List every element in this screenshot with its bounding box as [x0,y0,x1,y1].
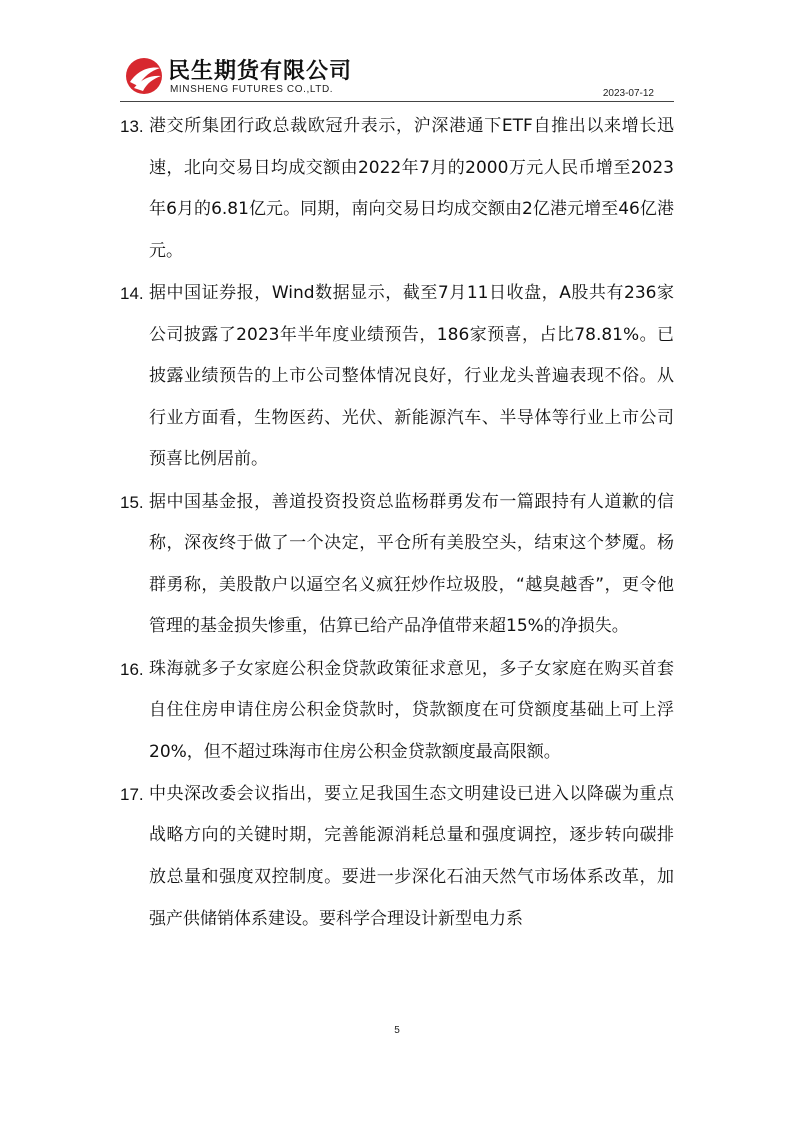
item-text: 珠海就多子女家庭公积金贷款政策征求意见，多子女家庭在购买首套自住住房申请住房公积金贷款时，贷款额度在可贷额度基础上可上浮20%，但不超过珠海市住房公积金贷款额度最高限额。 [149,658,674,762]
item-number: 17. [120,784,144,804]
item-text: 中央深改委会议指出，要立足我国生态文明建设已进入以降碳为重点战略方向的关键时期，完善能源消耗总量和强度调控，逐步转向碳排放总量和强度双控制度。要进一步深化石油天然气市场体系改革，加强产供储销体系建设。要科学合理设计新型电力系 [149,783,674,929]
news-item [120,106,674,272]
item-number: 16. [120,659,144,679]
page-header [120,52,674,102]
report-date: 2023-07-12 [602,88,654,99]
news-item [120,273,674,481]
item-text: 港交所集团行政总裁欧冠升表示，沪深港通下ETF自推出以来增长迅速，北向交易日均成交额由2022年7月的2000万元人民币增至2023年6月的6.81亿元。同期，南向交易日均成交额由2亿港元增至46亿港元。 [149,116,674,261]
item-text: 据中国证券报，Wind数据显示，截至7月11日收盘，A股共有236家公司披露了2023年半年度业绩预告，186家预喜，占比78.81%。已披露业绩预告的上市公司整体情况良好，行业龙头普遍表现不俗。从行业方面看，生物医药、光伏、新能源汽车、半导体等行业上市公司预喜比例居前。 [149,282,674,470]
item-text: 据中国基金报，善道投资投资总监杨群勇发布一篇跟持有人道歉的信称，深夜终于做了一个决定，平仓所有美股空头，结束这个梦魇。杨群勇称，美股散户以逼空名义疯狂炒作垃圾股，“越臭越香”，更令他管理的基金损失惨重，估算已给产品净值带来超15%的净损失。 [149,491,674,637]
minsheng-logo-icon [124,56,164,96]
news-item [120,649,674,774]
header-divider [120,101,674,102]
item-number: 15. [120,492,144,512]
item-number: 13. [120,117,144,136]
page-number: 5 [394,1025,400,1036]
item-number: 14. [120,283,144,303]
company-name-cn: 民生期货有限公司 [168,59,353,84]
news-item [120,482,674,648]
news-item [120,774,674,940]
news-list [120,106,674,941]
company-name-en: MINSHENG FUTURES CO.,LTD. [170,84,334,95]
